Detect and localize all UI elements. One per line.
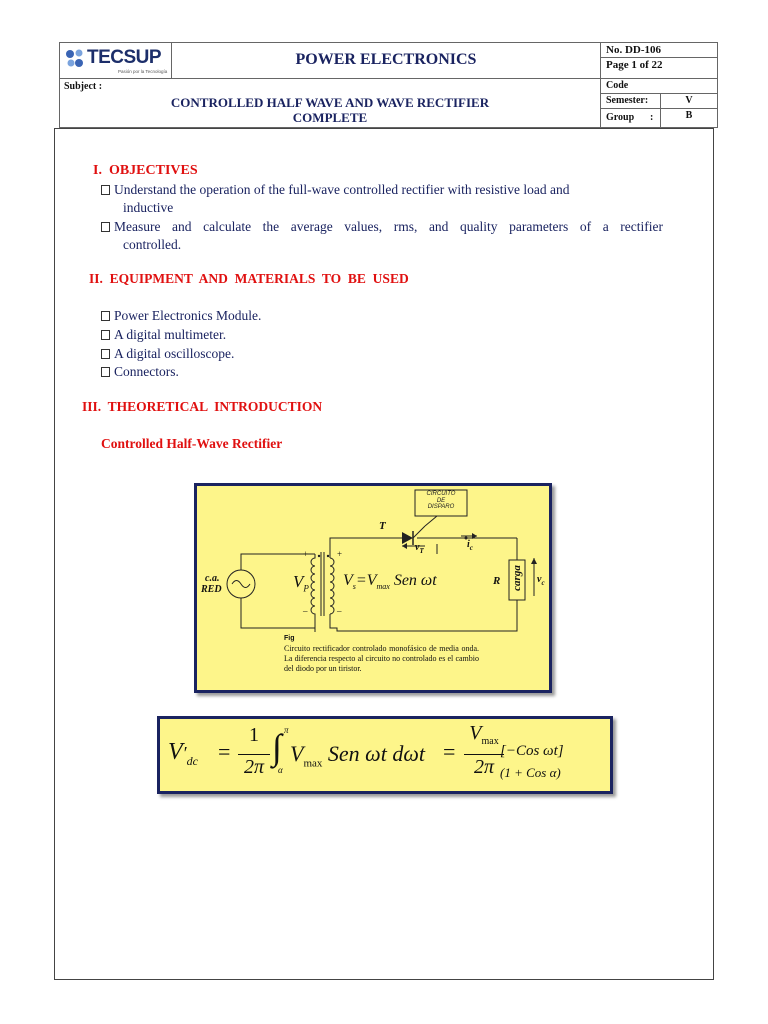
vmax-subscript: max — [376, 582, 390, 592]
header-logo-cell — [59, 42, 172, 79]
thyristor-voltage-label — [415, 542, 424, 555]
fraction-bar — [464, 754, 504, 755]
code-label: Code — [606, 80, 629, 91]
ic-subscript: c — [469, 544, 473, 552]
equals-sign: = — [443, 739, 456, 764]
objective-1-line-2: inductive — [123, 200, 174, 215]
arrow-icon — [531, 558, 537, 564]
gate-block-line: DE — [436, 497, 446, 504]
integral-upper-limit: π — [284, 725, 289, 735]
subject-line-2: COMPLETE — [292, 110, 368, 125]
integrand-v: V — [290, 741, 304, 766]
vt-subscript: T — [419, 547, 424, 555]
equipment-item-label: A digital multimeter. — [114, 327, 227, 342]
objective-1-line-1: Understand the operation of the full-wave controlled rectifier with resistive load and — [114, 182, 570, 197]
thyristor-icon — [402, 532, 413, 544]
source-label-line: RED — [201, 584, 222, 595]
vp-subscript: P — [303, 583, 309, 594]
equipment-item — [101, 363, 179, 381]
dc-subscript: dc — [186, 753, 198, 768]
semester-value-cell — [660, 93, 718, 109]
checkbox-icon — [101, 367, 110, 377]
figure-caption-title: Fig — [284, 635, 295, 642]
source-label — [201, 573, 222, 595]
doc-number: No. DD-106 — [606, 44, 661, 56]
fraction-denominator: 2π — [243, 756, 265, 778]
ic-symbol: i — [467, 539, 470, 550]
checkbox-icon — [101, 222, 110, 232]
primary-minus: – — [303, 606, 308, 616]
equipment-item — [101, 307, 261, 325]
vdc-symbol: V — [168, 739, 183, 765]
current-label — [467, 539, 473, 552]
objective-2-line-2: controlled. — [123, 237, 182, 252]
subject-cell — [59, 78, 601, 128]
vs-tail: Sen ωt — [389, 572, 437, 589]
resistor-label: R — [493, 575, 501, 587]
code-cell — [600, 78, 718, 94]
integrand-max: max — [303, 757, 323, 770]
page-number: Page 1 of 22 — [606, 59, 663, 71]
primary-plus: + — [303, 549, 309, 559]
formula-lhs — [168, 739, 198, 769]
group-value: B — [685, 110, 693, 121]
equals-sign: = — [218, 739, 231, 764]
vc-subscript: c — [541, 579, 545, 587]
subsection-title: Controlled Half-Wave Rectifier — [101, 436, 283, 451]
group-label: Group — [606, 112, 635, 123]
integrand — [290, 741, 425, 769]
integrand-expression: Sen ωt dωt — [327, 741, 425, 766]
checkbox-icon — [101, 349, 110, 359]
vp-symbol: V — [293, 572, 304, 591]
circuit-figure — [194, 483, 552, 693]
thyristor-label: T — [379, 520, 386, 532]
secondary-voltage-label — [343, 572, 437, 591]
load-label: carga — [511, 565, 523, 591]
page-cell — [600, 57, 718, 79]
equipment-item — [101, 345, 234, 363]
transformer-secondary-icon — [330, 558, 334, 614]
semester-label-cell — [600, 93, 661, 109]
vs-symbol: V — [343, 572, 353, 589]
fraction-numerator: 1 — [249, 724, 259, 746]
equipment-item-label: Connectors. — [114, 364, 179, 379]
gate-block-line: DISPARO — [427, 504, 455, 510]
formula-box — [157, 716, 613, 794]
logo-text: TECSUP — [87, 47, 162, 68]
objectives-title: I. OBJECTIVES — [93, 163, 198, 178]
arrow-icon — [402, 543, 407, 549]
prime-symbol: ′ — [182, 743, 187, 763]
integral-sign: ∫ — [272, 727, 282, 767]
source-label-line: c.a. — [205, 573, 220, 584]
bracket-term: [−Cos ωt] — [500, 743, 564, 759]
secondary-minus: – — [337, 606, 342, 616]
semester-label: Semester: — [606, 95, 649, 106]
secondary-plus: + — [337, 549, 343, 559]
course-title: POWER ELECTRONICS — [295, 51, 477, 68]
objective-1 — [101, 181, 663, 199]
tail-term: (1 + Cos α) — [500, 765, 561, 780]
vmax-sub: max — [481, 736, 499, 747]
group-colon: : — [650, 112, 654, 123]
figure-caption: Circuito rectificador controlado monofásico de media onda. La diferencia respecto al circuito no controlado es el cambio del diodo por un tiristor. — [284, 644, 479, 673]
vt-symbol: v — [415, 542, 420, 553]
integral-lower-limit: α — [278, 765, 283, 775]
equipment-title: II. EQUIPMENT AND MATERIALS TO BE USED — [89, 271, 409, 286]
vc-symbol: v — [537, 574, 542, 585]
semester-value: V — [685, 95, 693, 106]
primary-voltage-label — [293, 572, 309, 593]
fraction-bar — [238, 754, 270, 755]
load-voltage-label — [537, 574, 545, 587]
group-value-cell — [660, 108, 718, 128]
tecsup-logo-icon — [64, 48, 86, 70]
ac-wave-icon — [232, 581, 250, 588]
logo-tagline: Pasión por la Tecnología — [118, 69, 168, 74]
vs-equals: =V — [355, 572, 377, 589]
fraction-denominator: 2π — [473, 756, 495, 778]
group-label-cell — [600, 108, 661, 128]
equipment-item-label: Power Electronics Module. — [114, 308, 262, 323]
subject-line-1: CONTROLLED HALF WAVE AND WAVE RECTIFIER — [170, 95, 490, 110]
objective-2 — [101, 218, 663, 236]
gate-block-label — [415, 491, 467, 511]
subject-label: Subject : — [64, 81, 103, 92]
course-title-cell — [171, 42, 601, 79]
checkbox-icon — [101, 330, 110, 340]
vmax-v: V — [469, 722, 482, 744]
transformer-primary-icon — [311, 554, 315, 632]
checkbox-icon — [101, 311, 110, 321]
equipment-item-label: A digital oscilloscope. — [114, 346, 235, 361]
objective-2-line-1: Measure and calculate the average values, rms, and quality parameters of a rectifier — [114, 219, 663, 234]
equipment-item — [101, 326, 226, 344]
gate-block-line: CIRCUITO — [426, 491, 456, 497]
theory-title: III. THEORETICAL INTRODUCTION — [82, 399, 323, 414]
checkbox-icon — [101, 185, 110, 195]
doc-no-cell — [600, 42, 718, 58]
vs-subscript: s — [352, 582, 356, 592]
